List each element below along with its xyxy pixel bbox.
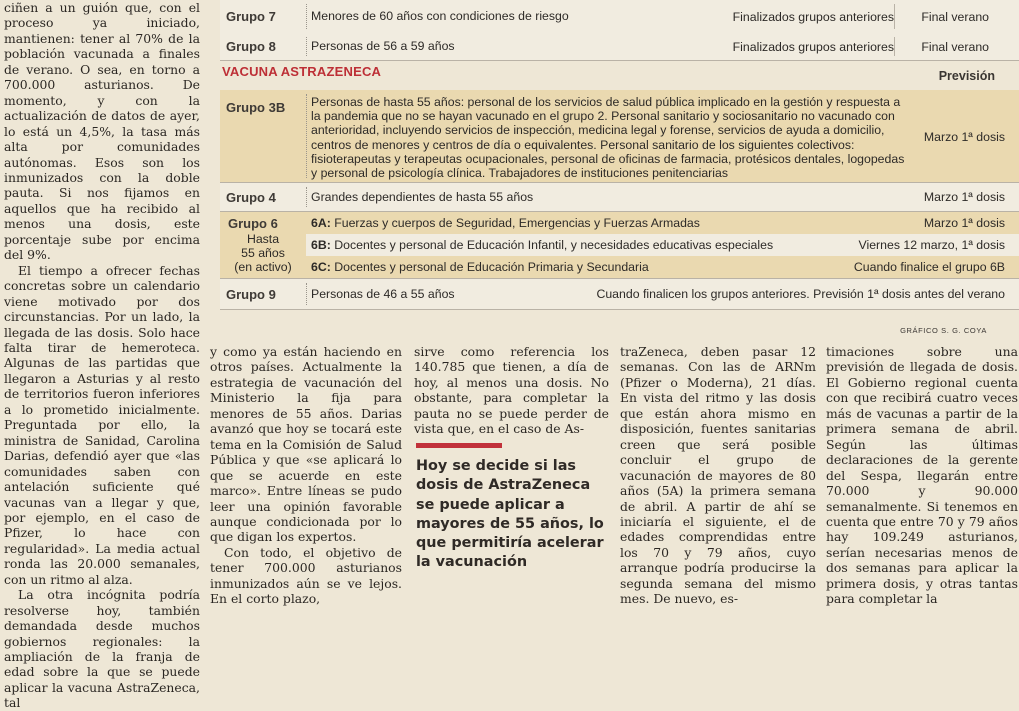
group-label: Grupo 8 xyxy=(226,39,276,54)
table-row xyxy=(220,183,1019,212)
paragraph: La otra incógnita podría resolverse hoy, también demandada desde muchos gobiernos regionales: la ampliación de la franja de edad sobre la que se puede aplicar la vacuna AstraZeneca, tal xyxy=(4,587,200,711)
table-row xyxy=(220,90,1019,183)
pull-quote-headline: Hoy se decide si las dosis de AstraZeneca se puede aplicar a mayores de 55 años, lo que permitiría acelerar la vacunación xyxy=(416,458,604,571)
article-column-3 xyxy=(620,344,816,607)
group-date: Final verano xyxy=(921,39,989,54)
section-title: VACUNA ASTRAZENECA xyxy=(222,64,382,79)
paragraph: Con todo, el objetivo de tener 700.000 asturianos inmunizados aún se ve lejos. En el corto plazo, xyxy=(210,544,402,607)
table-row xyxy=(306,212,1019,235)
divider xyxy=(306,283,307,305)
group-sublabel xyxy=(220,232,306,274)
group-description: Personas de 46 a 55 años xyxy=(311,286,455,301)
group-sublabel-line: (en activo) xyxy=(234,260,292,274)
column-header-prevision: Previsión xyxy=(938,69,995,83)
divider xyxy=(306,4,307,29)
subgroup-description xyxy=(311,260,649,274)
subgroup-text: Docentes y personal de Educación Infantil, y necesidades educativas especiales xyxy=(330,237,774,252)
paragraph: sirve como referencia los 140.785 que tienen, a día de hoy, al menos una dosis. No obstante, para completar la pauta no se puede perder de vista que, en el caso de As- xyxy=(414,344,609,437)
group-6-label-cell xyxy=(220,212,306,279)
paragraph: y como ya están haciendo en otros países. Actualmente la estrategia de vacunación del Ministerio la fija para menores de 55 años. Darias avanzó que hoy se tocará este tema en la Comisión de Salud Pública y que «se aplicará lo que se acuerde en este marco». Entre líneas se pudo leer una opinión favorable aunque condicionada por lo que digan los expertos. xyxy=(210,344,402,545)
group-sublabel-line: Hasta xyxy=(246,232,280,246)
group-description: Menores de 60 años con condiciones de riesgo xyxy=(311,9,569,24)
group-status: Finalizados grupos anteriores xyxy=(732,9,894,24)
article-column-2 xyxy=(414,344,609,444)
group-date: Viernes 12 marzo, 1ª dosis xyxy=(858,238,1005,252)
graphic-credit: GRÁFICO S. G. COYA xyxy=(900,326,987,335)
subgroup-code: 6C: xyxy=(311,259,331,274)
group-label: Grupo 3B xyxy=(226,100,286,115)
group-date: Cuando finalicen los grupos anteriores. Previsión 1ª dosis antes del verano xyxy=(596,287,1005,301)
subgroup-code: 6B: xyxy=(311,237,331,252)
divider xyxy=(306,37,307,56)
table-row xyxy=(306,234,1019,257)
group-date: Marzo 1ª dosis xyxy=(923,190,1005,204)
article-column-left xyxy=(4,0,200,711)
divider xyxy=(894,4,895,29)
group-label: Grupo 4 xyxy=(226,189,276,205)
group-label: Grupo 9 xyxy=(226,286,276,302)
paragraph: timaciones sobre una previsión de llegada de dosis. El Gobierno regional cuenta con que recibirá cuatro veces más de vacunas a partir de la primera semana de abril. Según las últimas declaraciones de la gerente del Sespa, llegarán entre 70.000 y 90.000 semanalmente. Si tenemos en cuenta que entre 70 y 79 años hay 109.249 asturianos, serían necesarias menos de dos semanas para aplicar la primera dosis, y otras tantas para completar la xyxy=(826,344,1018,607)
subgroup-code: 6A: xyxy=(311,215,331,230)
group-label: Grupo 7 xyxy=(226,9,276,24)
table-row xyxy=(220,0,1019,34)
vaccination-schedule-graphic xyxy=(210,0,1019,340)
group-description: Personas de hasta 55 años: personal de los servicios de salud pública implicado en la gestión y respuesta a la pandemia que no se hayan vacunado en el grupo 2. Personal sanitario y sociosanitario no vacunado con anterioridad, incluyendo servicios de inspección, medicina legal y forense, servicios de ayuda a domicilio, centros de menores y centros de día o equivalentes. Personal sanitario de los siguientes colectivos: fisioterapeutas y terapeutas ocupacionales, personal de oficinas de farmacia, protésicos dentales, logopedas y personal de psicología clínica. Trabajadores de instituciones penitenciarias xyxy=(311,95,905,181)
group-status: Finalizados grupos anteriores xyxy=(732,39,894,54)
table-row xyxy=(220,33,1019,61)
divider xyxy=(306,187,307,207)
group-description: Personas de 56 a 59 años xyxy=(311,39,455,54)
paragraph: ciñen a un guión que, con el proceso ya iniciado, mantienen: tener al 70% de la población vacunada a finales de verano. O sea, en torno a 700.000 asturianos. De momento, y con la actualización de datos de ayer, lo está un 4,5%, la tasa más alta por comunidades autónomas. Esos son los inmunizados con la doble pauta. Si nos fijamos en aquellos que ha recibido al menos una dosis, este porcentaje sube por encima del 9%. xyxy=(4,0,200,263)
paragraph: traZeneca, deben pasar 12 semanas. Con las de ARNm (Pfizer o Moderna), 21 días. En vista del ritmo y las dosis que están ahora mismo en disposición, fuentes sanitarias creen que será posible concluir el grupo de vacunación de mayores de 80 años (5A) la primera semana de abril. A partir de ahí se iniciaría el siguiente, el de edades comprendidas entre los 70 y 79 años, cuyo arranque podría producirse la segunda semana del mismo mes. De nuevo, es- xyxy=(620,344,816,607)
group-date: Marzo 1ª dosis xyxy=(923,216,1005,230)
group-date: Cuando finalice el grupo 6B xyxy=(853,260,1005,274)
group-label: Grupo 6 xyxy=(228,216,278,231)
subgroup-description xyxy=(311,216,700,230)
article-column-1 xyxy=(210,344,402,607)
group-description: Grandes dependientes de hasta 55 años xyxy=(311,189,534,204)
subgroup-text: Docentes y personal de Educación Primaria y Secundaria xyxy=(330,259,649,274)
subgroup-description xyxy=(311,238,773,252)
article-column-4 xyxy=(826,344,1018,607)
table-row xyxy=(306,256,1019,279)
subgroup-text: Fuerzas y cuerpos de Seguridad, Emergencias y Fuerzas Armadas xyxy=(330,215,700,230)
group-sublabel-line: 55 años xyxy=(241,246,285,260)
group-date: Marzo 1ª dosis xyxy=(923,130,1005,144)
divider xyxy=(894,37,895,56)
group-date: Final verano xyxy=(921,9,989,24)
table-row xyxy=(220,279,1019,310)
paragraph: El tiempo a ofrecer fechas concretas sobre un calendario viene motivado por dos circunstancias. Por un lado, la llegada de las dosis. Solo hace falta tirar de hemeroteca. Algunas de las partidas que llegaron a Asturias y al resto de territorios fueron inferiores a lo prometido inicialmente. Preguntada por ello, la ministra de Sanidad, Carolina Darias, defendió ayer que «las comunidades saben con antelación suficiente qué vacunas van a llegar y que, por ejemplo, en el caso de Pfizer, lo hace con regularidad». La media actual ronda las 20.000 semanales, con un ritmo al alza. xyxy=(4,262,200,587)
divider xyxy=(306,94,307,178)
headline-rule xyxy=(416,443,502,448)
